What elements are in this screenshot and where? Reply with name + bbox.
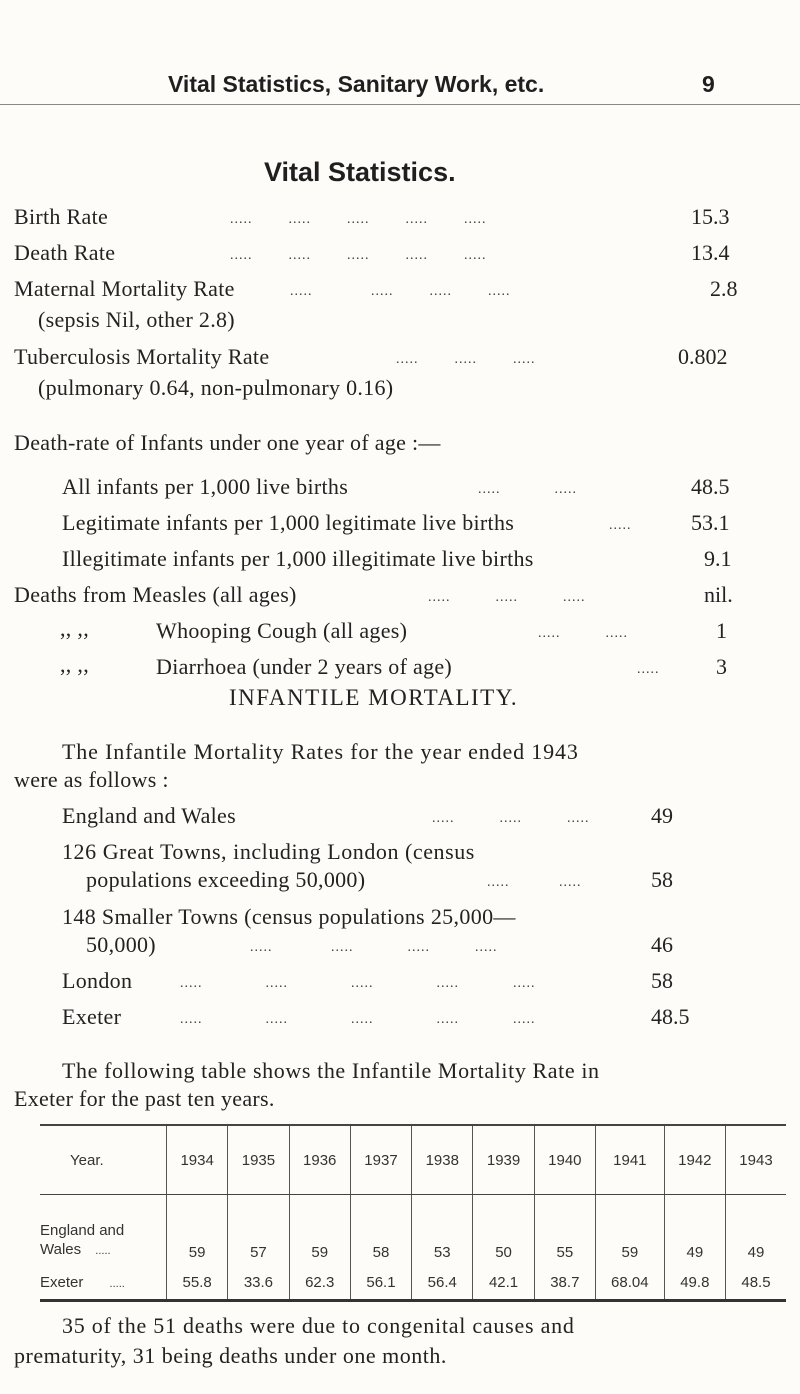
great-towns-value: 58 xyxy=(651,867,673,892)
england-wales-value: 49 xyxy=(651,803,673,828)
section-title-vital-statistics: Vital Statistics. xyxy=(264,157,456,187)
ditto-marks: ,, ,, xyxy=(60,616,89,641)
table-cell: 57 xyxy=(228,1195,289,1266)
birth-rate-label: Birth Rate xyxy=(14,204,109,229)
row-label xyxy=(40,1265,167,1301)
england-wales-label: England and Wales xyxy=(62,803,236,828)
table-cell: 55.8 xyxy=(167,1265,228,1301)
london-label: London xyxy=(62,968,133,993)
row-label-line1: England and xyxy=(40,1222,125,1239)
leader-dots: ..... ..... ..... ..... xyxy=(250,940,498,955)
ditto-marks: ,, ,, xyxy=(60,652,89,677)
leader-dots: ..... ..... ..... ..... ..... xyxy=(180,1012,536,1027)
table-cell: 56.1 xyxy=(350,1265,411,1301)
smaller-towns-label-cont: 50,000) xyxy=(86,932,156,957)
table-row xyxy=(40,1265,786,1301)
leader-dots: ..... ..... xyxy=(487,875,582,890)
whooping-cough-value: 1 xyxy=(716,618,727,643)
whooping-cough-label: Whooping Cough (all ages) xyxy=(156,618,408,643)
great-towns-label-cont: populations exceeding 50,000) xyxy=(86,867,366,892)
page-number: 9 xyxy=(702,71,715,97)
table-intro-line2: Exeter for the past ten years. xyxy=(14,1086,275,1111)
table-cell: 33.6 xyxy=(228,1265,289,1301)
maternal-mortality-value: 2.8 xyxy=(710,276,738,301)
measles-deaths-value: nil. xyxy=(704,582,733,607)
legitimate-infants-value: 53.1 xyxy=(691,510,730,535)
infantile-intro-line1: The Infantile Mortality Rates for the year ended 1943 xyxy=(62,739,579,764)
leader-dots: ..... ..... ..... ..... ..... xyxy=(230,248,487,263)
year-header: 1943 xyxy=(725,1125,786,1195)
diarrhoea-value: 3 xyxy=(716,654,727,679)
table-cell: 68.04 xyxy=(595,1265,664,1301)
year-header: 1942 xyxy=(664,1125,725,1195)
infantile-mortality-table xyxy=(40,1124,786,1302)
exeter-label: Exeter xyxy=(62,1004,122,1029)
year-header: 1934 xyxy=(167,1125,228,1195)
leader-dots: ..... xyxy=(637,662,660,677)
table-cell: 53 xyxy=(412,1195,473,1266)
infantile-mortality-heading: INFANTILE MORTALITY. xyxy=(229,685,519,710)
leader-dots: ..... ..... xyxy=(478,482,577,497)
table-cell: 49 xyxy=(664,1195,725,1266)
footer-line1: 35 of the 51 deaths were due to congenital causes and xyxy=(62,1313,575,1338)
leader-dots: ..... xyxy=(95,1245,111,1257)
tuberculosis-mortality-note: (pulmonary 0.64, non-pulmonary 0.16) xyxy=(38,375,394,400)
leader-dots: ..... xyxy=(609,518,632,533)
year-header: 1940 xyxy=(534,1125,595,1195)
maternal-mortality-note: (sepsis Nil, other 2.8) xyxy=(38,307,235,332)
year-header: 1936 xyxy=(289,1125,350,1195)
all-infants-value: 48.5 xyxy=(691,474,730,499)
table-cell: 48.5 xyxy=(725,1265,786,1301)
header-rule xyxy=(0,104,800,105)
table-intro-line1: The following table shows the Infantile Mortality Rate in xyxy=(62,1058,600,1083)
table-cell: 55 xyxy=(534,1195,595,1266)
infant-deaths-heading: Death-rate of Infants under one year of age :— xyxy=(14,430,441,455)
year-header: 1938 xyxy=(412,1125,473,1195)
death-rate-value: 13.4 xyxy=(691,240,730,265)
measles-deaths-label: Deaths from Measles (all ages) xyxy=(14,582,297,607)
great-towns-label: 126 Great Towns, including London (census xyxy=(62,839,475,864)
year-header: 1939 xyxy=(473,1125,534,1195)
row-label-line1: Exeter xyxy=(40,1273,84,1291)
table-cell: 59 xyxy=(167,1195,228,1266)
smaller-towns-label: 148 Smaller Towns (census populations 25,000— xyxy=(62,904,516,929)
leader-dots: ..... ..... ..... xyxy=(396,352,536,367)
table-cell: 38.7 xyxy=(534,1265,595,1301)
maternal-mortality-label: Maternal Mortality Rate xyxy=(14,276,235,301)
running-title: Vital Statistics, Sanitary Work, etc. xyxy=(168,71,545,97)
table-cell: 42.1 xyxy=(473,1265,534,1301)
illegitimate-infants-value: 9.1 xyxy=(704,546,732,571)
infantile-intro-line2: were as follows : xyxy=(14,767,169,792)
all-infants-label: All infants per 1,000 live births xyxy=(62,474,349,499)
year-header: 1937 xyxy=(350,1125,411,1195)
leader-dots: ..... ..... ..... ..... xyxy=(290,284,511,299)
year-header: 1935 xyxy=(228,1125,289,1195)
row-label-line2: Wales xyxy=(40,1241,82,1258)
year-column-header: Year. xyxy=(40,1125,167,1195)
table-cell: 58 xyxy=(350,1195,411,1266)
table-cell: 59 xyxy=(595,1195,664,1266)
leader-dots: ..... ..... ..... xyxy=(428,590,586,605)
exeter-value: 48.5 xyxy=(651,1004,690,1029)
tuberculosis-mortality-value: 0.802 xyxy=(678,344,728,369)
illegitimate-infants-label: Illegitimate infants per 1,000 illegitimate live births xyxy=(62,546,534,571)
row-label xyxy=(40,1195,167,1266)
leader-dots: ..... xyxy=(109,1277,125,1290)
tuberculosis-mortality-label: Tuberculosis Mortality Rate xyxy=(14,344,270,369)
death-rate-label: Death Rate xyxy=(14,240,116,265)
leader-dots: ..... ..... ..... xyxy=(432,811,590,826)
table-cell: 49.8 xyxy=(664,1265,725,1301)
table-cell: 49 xyxy=(725,1195,786,1266)
leader-dots: ..... ..... ..... ..... ..... xyxy=(180,976,536,991)
legitimate-infants-label: Legitimate infants per 1,000 legitimate live births xyxy=(62,510,515,535)
london-value: 58 xyxy=(651,968,673,993)
birth-rate-value: 15.3 xyxy=(691,204,730,229)
year-header: 1941 xyxy=(595,1125,664,1195)
table-cell: 59 xyxy=(289,1195,350,1266)
table-cell: 50 xyxy=(473,1195,534,1266)
footer-line2: prematurity, 31 being deaths under one month. xyxy=(14,1343,447,1368)
table-row xyxy=(40,1195,786,1266)
leader-dots: ..... ..... ..... ..... ..... xyxy=(230,212,487,227)
table-header-row xyxy=(40,1125,786,1195)
table-cell: 62.3 xyxy=(289,1265,350,1301)
smaller-towns-value: 46 xyxy=(651,932,673,957)
diarrhoea-label: Diarrhoea (under 2 years of age) xyxy=(156,654,453,679)
table-cell: 56.4 xyxy=(412,1265,473,1301)
leader-dots: ..... ..... xyxy=(538,626,628,641)
